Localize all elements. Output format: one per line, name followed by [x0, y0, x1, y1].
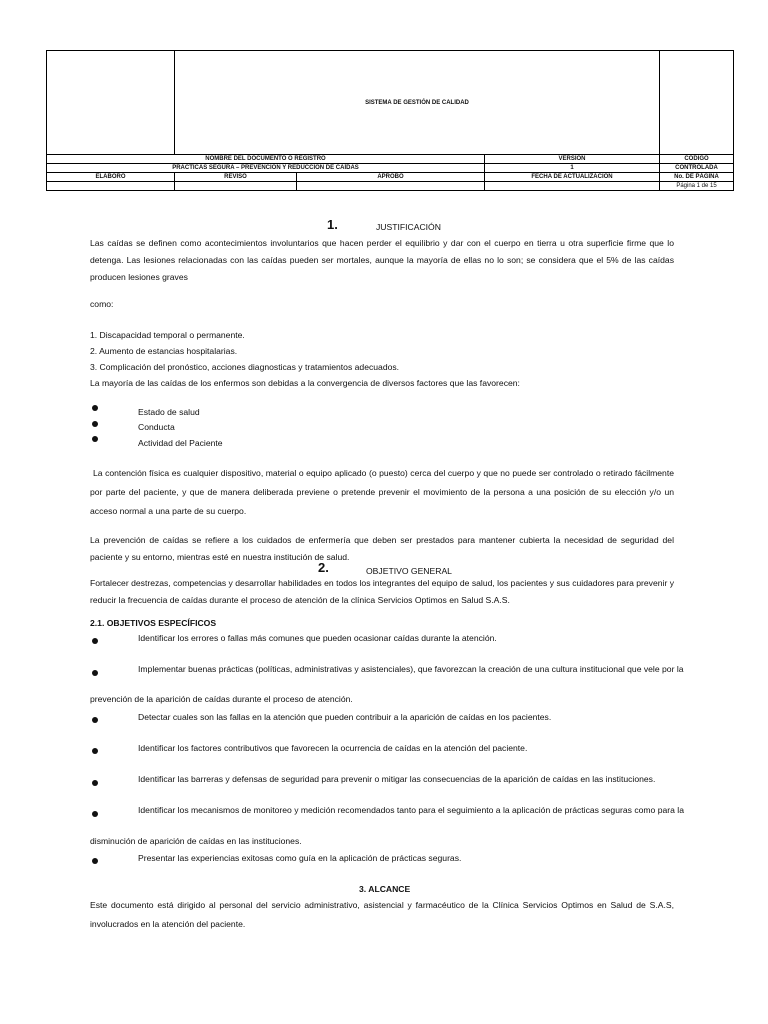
bullet-icon: [92, 717, 98, 723]
reviso-header: REVISÓ: [175, 173, 297, 182]
version-header: VERSIÓN: [485, 155, 660, 164]
version-value: 1: [485, 164, 660, 173]
prevencion-paragraph: La prevención de caídas se refiere a los cuidados de enfermería que deben ser prestados para mantener cubierta la necesidad de seguridad del paciente y su entorno, mientras esté en nuestra institución de salud.: [90, 535, 674, 562]
contencion-paragraph: La contención física es cualquier dispositivo, material o equipo aplicado (o puesto) cerca del cuerpo y que no puede ser controlado o retirado fácilmente por parte del paciente, y que de manera deliberada previene o pretende prevenir el movimiento de la persona a una posición de su elección y/o un acceso normal a una parte de su cuerpo.: [90, 468, 674, 516]
factor-item-2: Conducta: [138, 422, 175, 432]
specific-objective-2: Implementar buenas prácticas (políticas, administrativas y asistenciales), que favorezcan la creación de una cultura institucional que vele por la: [138, 664, 684, 674]
specific-objective-4: Identificar los factores contributivos que favorecen la ocurrencia de caídas en la atención del paciente.: [138, 743, 528, 753]
reviso-value: [175, 182, 297, 191]
logo-cell-right: [660, 51, 734, 155]
factors-intro: La mayoría de las caídas de los enfermos son debidas a la convergencia de diversos factores que las favorecen:: [90, 378, 520, 388]
elaboro-header: ELABORÓ: [47, 173, 175, 182]
bullet-icon: [92, 780, 98, 786]
specific-objective-2-continued: prevención de la aparición de caídas durante el proceso de atención.: [90, 694, 353, 704]
elaboro-value: [47, 182, 175, 191]
pagina-header: No. DE PÁGINA: [660, 173, 734, 182]
doc-name-value: PRACTICAS SEGURA – PREVENCIÓN Y REDUCCIÓN DE CAÍDAS: [47, 164, 485, 173]
factor-item-3: Actividad del Paciente: [138, 438, 223, 448]
fecha-header: FECHA DE ACTUALIZACIÓN: [485, 173, 660, 182]
section-2-1-title: 2.1. OBJETIVOS ESPECÍFICOS: [90, 618, 217, 628]
section-2-number: 2.: [318, 560, 329, 575]
section-1-intro: Las caídas se definen como acontecimientos involuntarios que hacen perder el equilibrio y dar con el cuerpo en tierra u otra superficie firme que lo detenga. Las lesiones relacionadas con las caídas pueden ser mortales, aunque la mayoría de ellas no lo son; se considera que el 5% de las caídas producen lesiones graves: [90, 238, 674, 282]
bullet-icon: [92, 748, 98, 754]
code-value: CONTROLADA: [660, 164, 734, 173]
bullet-icon: [92, 811, 98, 817]
code-header: CÓDIGO: [660, 155, 734, 164]
section-1-como: como:: [90, 299, 114, 309]
logo-cell: [47, 51, 175, 155]
system-title: SISTEMA DE GESTIÓN DE CALIDAD: [175, 51, 660, 155]
consequence-item-2: 2. Aumento de estancias hospitalarias.: [90, 346, 238, 356]
specific-objective-7: Presentar las experiencias exitosas como guía en la aplicación de prácticas seguras.: [138, 853, 462, 863]
objetivo-general-text: Fortalecer destrezas, competencias y desarrollar habilidades en todos los integrantes del equipo de salud, los pacientes y sus cuidadores para prevenir y reducir la frecuencia de caídas durante el proceso de atención de la clínica Servicios Optimos en Salud S.A.S.: [90, 578, 674, 605]
fecha-value: [485, 182, 660, 191]
section-2-title: OBJETIVO GENERAL: [366, 566, 452, 576]
bullet-icon: [92, 421, 98, 427]
alcance-text: Este documento está dirigido al personal del servicio administrativo, asistencial y farmacéutico de la Clínica Servicios Optimos en Salud de S.A.S, involucrados en la atención del paciente.: [90, 900, 674, 929]
section-1-title: JUSTIFICACIÓN: [376, 222, 441, 232]
specific-objective-3: Detectar cuales son las fallas en la atención que pueden contribuir a la aparición de caídas en los pacientes.: [138, 712, 552, 722]
bullet-icon: [92, 858, 98, 864]
bullet-icon: [92, 405, 98, 411]
bullet-icon: [92, 670, 98, 676]
specific-objective-1: Identificar los errores o fallas más comunes que pueden ocasionar caídas durante la atención.: [138, 633, 497, 643]
specific-objective-6: Identificar los mecanismos de monitoreo y medición recomendados tanto para el seguimiento a la aplicación de prácticas seguras como para la: [138, 805, 684, 815]
specific-objective-6-continued: disminución de aparición de caídas en las instituciones.: [90, 836, 302, 846]
consequence-item-3: 3. Complicación del pronóstico, acciones diagnosticas y tratamientos adecuados.: [90, 362, 400, 372]
section-1-number: 1.: [327, 217, 338, 232]
bullet-icon: [92, 436, 98, 442]
doc-name-header: NOMBRE DEL DOCUMENTO O REGISTRO: [47, 155, 485, 164]
specific-objective-5: Identificar las barreras y defensas de seguridad para prevenir o mitigar las consecuencias de la aparición de caídas en las instituciones.: [138, 774, 656, 784]
factor-item-1: Estado de salud: [138, 407, 200, 417]
aprobo-header: APROBÓ: [297, 173, 485, 182]
aprobo-value: [297, 182, 485, 191]
document-header-table: [46, 50, 734, 191]
bullet-icon: [92, 638, 98, 644]
section-3-title: 3. ALCANCE: [359, 884, 411, 894]
page-number: Página 1 de 15: [660, 182, 734, 191]
consequence-item-1: 1. Discapacidad temporal o permanente.: [90, 330, 245, 340]
